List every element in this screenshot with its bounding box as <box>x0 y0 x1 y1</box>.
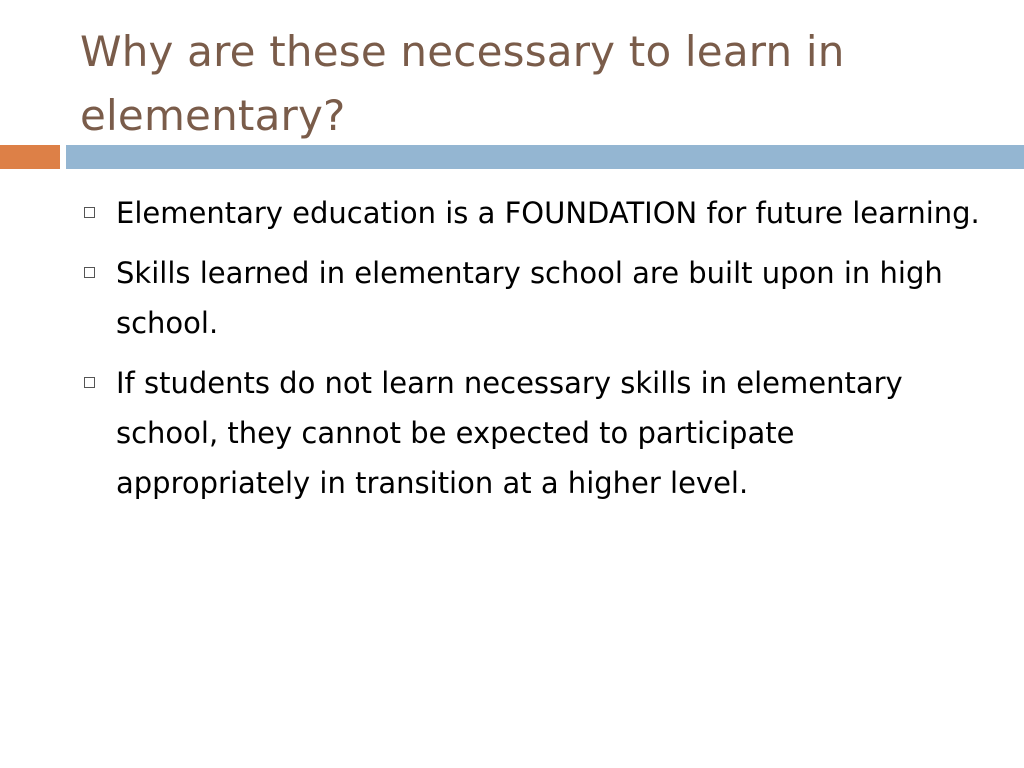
bullet-item <box>82 188 982 238</box>
bullet-list <box>82 188 982 518</box>
divider-accent-blue <box>66 145 1024 169</box>
hollow-square-icon <box>84 207 95 218</box>
bullet-item <box>82 358 982 508</box>
bullet-item <box>82 248 982 348</box>
bullet-text: Skills learned in elementary school are built upon in high school. <box>116 256 943 340</box>
bullet-text: Elementary education is a FOUNDATION for future learning. <box>116 196 980 230</box>
divider-accent-orange <box>0 145 60 169</box>
hollow-square-icon <box>84 377 95 388</box>
hollow-square-icon <box>84 267 95 278</box>
title-divider-bar <box>0 145 1024 169</box>
bullet-text: If students do not learn necessary skills in elementary school, they cannot be expected to participate appropriately in transition at a higher level. <box>116 366 903 500</box>
slide-title: Why are these necessary to learn in elementary? <box>80 27 845 140</box>
